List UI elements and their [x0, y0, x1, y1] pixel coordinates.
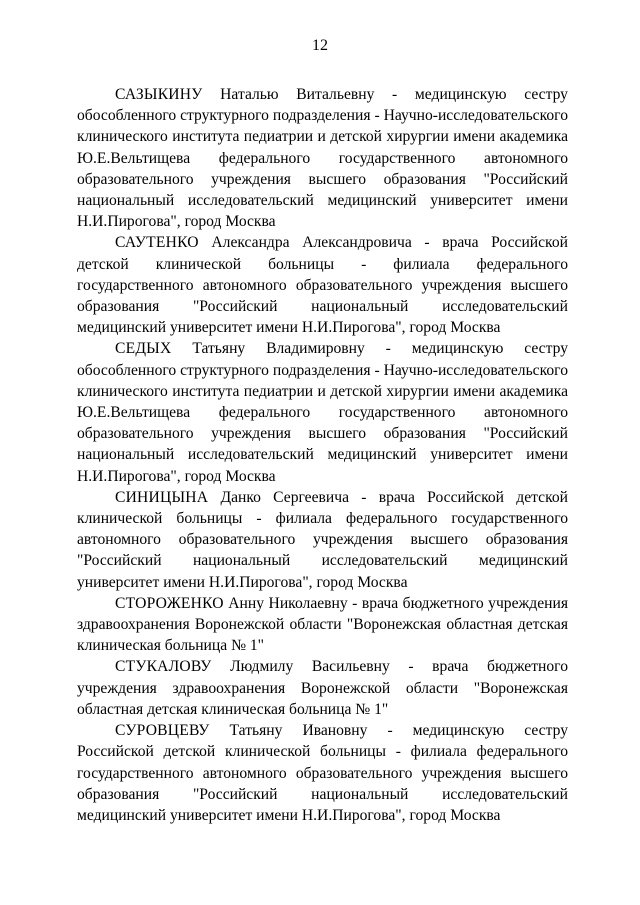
entry-text: Людмилу Васильевну - врача бюджетного учреждения здравоохранения Воронежской области "Воронежская областная детская клиническая больница № 1": [77, 658, 568, 718]
entries-list: [77, 84, 568, 826]
entry-paragraph: [77, 593, 568, 657]
page-number: 12: [312, 37, 328, 54]
entry-paragraph: [77, 487, 568, 593]
entry-text: Татьяну Ивановну - медицинскую сестру Российской детской клинической больницы - филиала федерального государственного автономного образовательного учреждения высшего образования "Российский национальный исследовательский медицинский университет имени Н.И.Пирогова", город Москва: [77, 722, 568, 824]
entry-surname: СТУКАЛОВУ: [115, 658, 212, 676]
entry-surname: СТОРОЖЕНКО: [115, 594, 224, 612]
entry-text: Анну Николаевну - врача бюджетного учреждения здравоохранения Воронежской области "Воронежская областная детская клиническая больница № 1": [77, 594, 568, 655]
entry-surname: САЗЫКИНУ: [115, 86, 203, 103]
entry-paragraph: [77, 84, 568, 232]
entry-surname: САУТЕНКО: [115, 234, 199, 252]
entry-text: Александра Александровича - врача Российской детской клинической больницы - филиала федерального государственного автономного образовательного учреждения высшего образования "Российский национальный исследовательский медицинский университет имени Н.И.Пирогова", город Москва: [77, 234, 568, 337]
entry-paragraph: [77, 656, 568, 720]
entry-surname: СИНИЦЫНА: [115, 488, 209, 506]
entry-text: Данко Сергеевича - врача Российской детской клинической больницы - филиала федерального государственного автономного образовательного учреждения высшего образования "Российский национальный исследовательский медицинский университет имени Н.И.Пирогова", город Москва: [77, 488, 568, 591]
entry-text: Наталью Витальевну - медицинскую сестру обособленного структурного подразделения - Научно-исследовательского клинического института педиатрии и детской хирургии имени академика Ю.Е.Вельтищева федерального государственного автономного образовательного учреждения высшего образования "Российский национальный исследовательский медицинский университет имени Н.И.Пирогова", город Москва: [77, 86, 568, 231]
entry-paragraph: [77, 232, 568, 338]
entry-surname: СЕДЫХ: [115, 340, 172, 358]
entry-surname: СУРОВЦЕВУ: [115, 722, 210, 740]
entry-paragraph: [77, 720, 568, 826]
entry-paragraph: [77, 338, 568, 486]
entry-text: Татьяну Владимировну - медицинскую сестру обособленного структурного подразделения - Научно-исследовательского клинического института педиатрии и детской хирургии имени академика Ю.Е.Вельтищева федерального государственного автономного образовательного учреждения высшего образования "Российский национальный исследовательский медицинский университет имени Н.И.Пирогова", город Москва: [77, 340, 568, 485]
